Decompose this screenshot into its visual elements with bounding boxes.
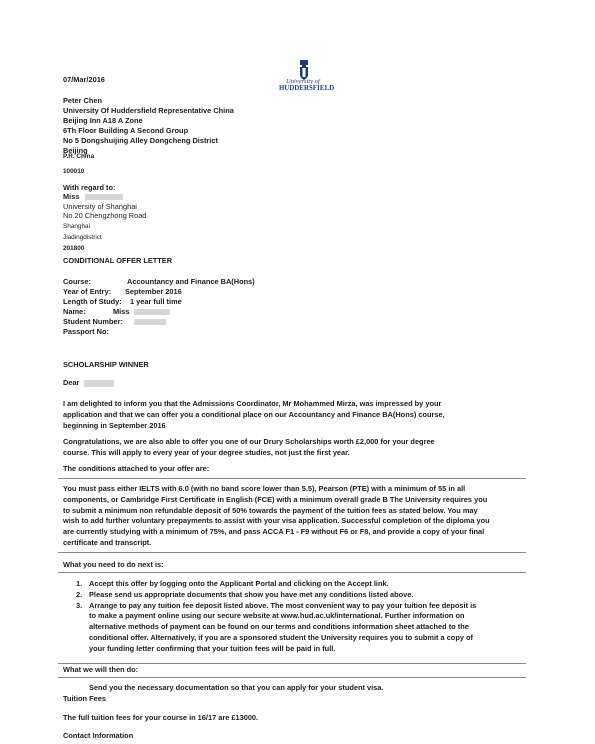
next-steps-list: [76, 579, 526, 655]
condition-line1: You must pass either IELTS with 6.0 (with no band score lower than 5.5), Pearson (PTE) with a minimum of 55 in all: [63, 484, 466, 493]
offer-title: CONDITIONAL OFFER LETTER: [63, 256, 173, 265]
condition-line2: components, or Cambridge First Certificate in English (FCE) with a minimum overall grade B The University requires you: [63, 494, 488, 504]
congrats-paragraph: [63, 437, 533, 459]
list-item: [76, 601, 526, 655]
step-3-line3: alternative methods of payment can be found on our terms and conditions information sheet attached to the: [89, 622, 469, 632]
recipient-city: Shanghai: [63, 223, 91, 230]
course-details: [63, 277, 463, 337]
list-item: [76, 579, 526, 590]
intro-line3: beginning in September 2016: [63, 420, 166, 430]
dear-word: Dear: [63, 378, 80, 387]
sender-name: Peter Chen: [63, 96, 103, 105]
sender-addr1: Beijing Inn A18 A Zone: [63, 116, 143, 125]
course-value: Accountancy and Finance BA(Hons): [127, 277, 255, 286]
recipient-school: University of Shanghai: [63, 202, 137, 211]
logo-line2: HUDDERSFIELD: [279, 85, 335, 92]
sender-addr3: No 5 Dongshuijing Alley Dongcheng District: [63, 136, 218, 145]
regard-label: With regard to:: [63, 183, 116, 192]
step-1: Accept this offer by logging onto the Applicant Portal and clicking on the Accept link.: [89, 579, 389, 588]
conditions-intro: The conditions attached to your offer are:: [63, 464, 210, 473]
contact-title: Contact Information: [63, 731, 134, 740]
recipient-postcode: 201800: [63, 245, 85, 252]
intro-line1: I am delighted to inform you that the Admissions Coordinator, Mr Mohammed Mirza, was impressed by your: [63, 399, 442, 408]
sender-postcode: 100010: [63, 168, 85, 175]
divider: [58, 572, 526, 573]
list-number: 3.: [76, 600, 83, 610]
recipient-miss: Miss: [63, 192, 80, 201]
sender-addr2: 6Th Floor Building A Second Group: [63, 126, 189, 135]
intro-paragraph: [63, 399, 533, 431]
conditions-paragraph: [63, 484, 533, 549]
then-text: Send you the necessary documentation so that you can apply for your student visa.: [89, 683, 384, 692]
step-3-line5: your funding letter confirming that your tuition fees will be paid in full.: [89, 643, 336, 653]
divider: [58, 677, 526, 678]
sender-org: University Of Huddersfield Representative China: [63, 106, 234, 115]
logo-line1: University of: [286, 78, 320, 85]
list-item: [76, 590, 526, 601]
redacted-name: [85, 194, 123, 200]
recipient-road: No.20 Chengzhong Road: [63, 211, 147, 220]
fees-title: Tuition Fees: [63, 694, 106, 703]
step-3-line1: Arrange to pay any tuition fee deposit listed above. The most convenient way to pay your tuition fee deposit is: [89, 600, 477, 610]
list-number: 2.: [76, 589, 83, 599]
student-number-label: Student Number:: [63, 317, 123, 326]
divider: [58, 478, 526, 479]
recipient-salutation: [63, 192, 123, 202]
recipient-district: Jiadingdistrict: [63, 234, 102, 241]
redacted-student-name: [134, 309, 170, 315]
step-2: Please send us appropriate documents that show you have met any conditions listed above.: [89, 589, 414, 599]
name-miss: Miss: [113, 307, 130, 316]
scholarship-title: SCHOLARSHIP WINNER: [63, 360, 149, 369]
letter-date: 07/Mar/2016: [63, 75, 105, 84]
length-value: 1 year full time: [130, 297, 182, 306]
university-logo: [279, 58, 335, 94]
passport-label: Passport No:: [63, 327, 109, 336]
step-3-line2: to make a payment online using our secure website at www.hud.ac.uk/international. Further information on: [89, 611, 465, 621]
list-number: 1.: [76, 579, 83, 588]
condition-line6: certificate and transcript.: [63, 537, 152, 547]
step-3-line4: conditional offer. Alternatively, if you are a sponsored student the University requires you to submit a copy of: [89, 632, 473, 642]
sender-block: [63, 96, 363, 156]
condition-line3: to submit a minimum non refundable deposit of 50% towards the payment of the tuition fees as stated below. You may: [63, 505, 478, 515]
divider: [58, 663, 526, 664]
dear-line: [63, 378, 114, 388]
sender-city: Beijing: [63, 146, 88, 155]
course-label: Course:: [63, 277, 91, 286]
condition-line5: are currently studying with a minimum of 75%, and pass ACCA F1 - F9 without F6 or F8, and provide a copy of your final: [63, 527, 485, 537]
divider: [58, 552, 526, 553]
name-value: [113, 307, 170, 317]
length-label: Length of Study:: [63, 297, 122, 306]
congrats-line1: Congratulations, we are also able to offer you one of our Drury Scholarships worth £2,000 for your degree: [63, 437, 435, 446]
congrats-line2: course. This will apply to every year of your degree studies, not just the first year.: [63, 447, 350, 457]
redacted-student-number: [134, 319, 166, 325]
fees-text: The full tuition fees for your course in 16/17 are £13000.: [63, 713, 259, 722]
entry-value: September 2016: [125, 287, 182, 296]
sender-country: P.R. China: [63, 153, 95, 160]
then-title: What we will then do:: [63, 665, 139, 674]
entry-label: Year of Entry:: [63, 287, 112, 296]
intro-line2: application and that we can offer you a conditional place on our Accountancy and Finance BA(Hons) course,: [63, 409, 445, 419]
redacted-dear-name: [84, 380, 114, 387]
name-label: Name:: [63, 307, 86, 316]
condition-line4: wish to add further voluntary prepayments to assist with your visa application. Successful completion of the diploma you: [63, 516, 490, 526]
next-steps-title: What you need to do next is:: [63, 560, 164, 569]
